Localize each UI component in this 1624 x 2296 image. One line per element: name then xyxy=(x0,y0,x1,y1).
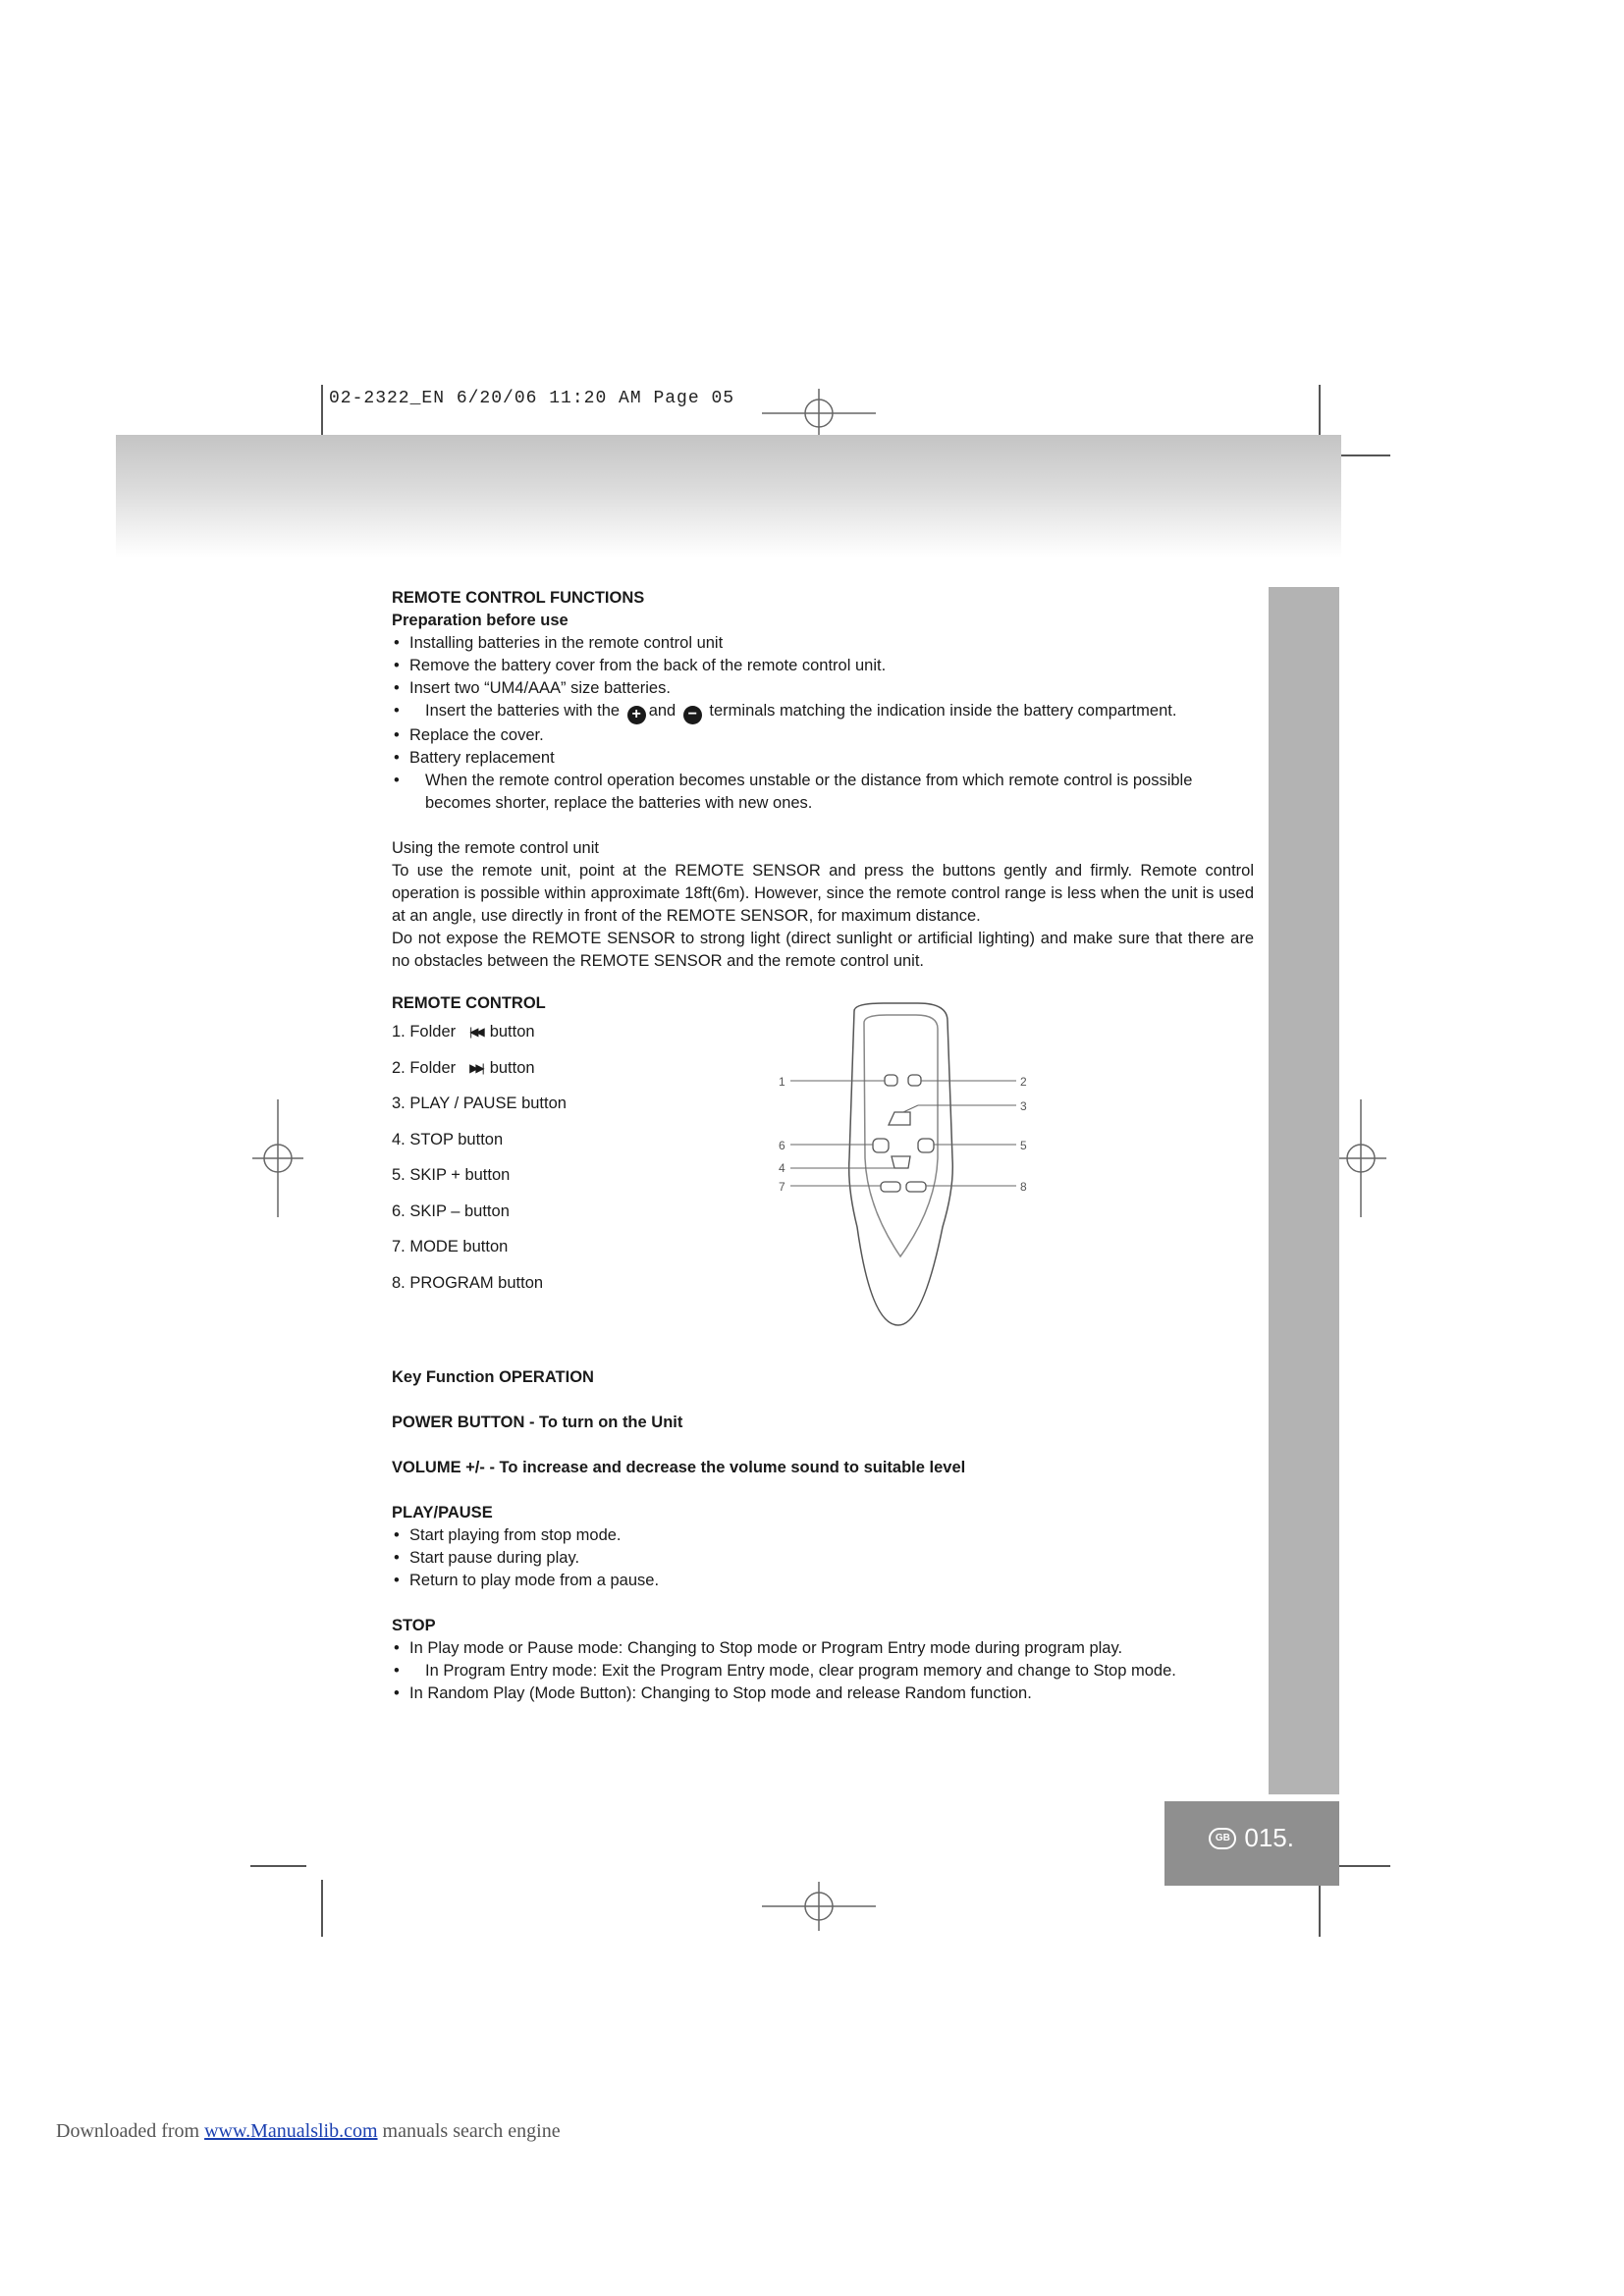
callout-4: 4 xyxy=(779,1161,785,1175)
list-item: 5. SKIP + button xyxy=(392,1166,511,1184)
callout-2: 2 xyxy=(1020,1075,1027,1089)
list-item: 6. SKIP – button xyxy=(392,1201,510,1220)
list-item: • In Program Entry mode: Exit the Program Entry mode, clear program memory and change to Stop mode. xyxy=(392,1660,1254,1682)
using-heading: Using the remote control unit xyxy=(392,839,599,857)
callout-5: 5 xyxy=(1020,1139,1027,1152)
manualslib-link[interactable]: www.Manualslib.com xyxy=(204,2120,378,2142)
section-title: REMOTE CONTROL FUNCTIONS xyxy=(392,589,645,607)
list-item: • In Random Play (Mode Button): Changing to Stop mode and release Random function. xyxy=(392,1682,1254,1705)
list-item: 2. Folder ▶▶| button xyxy=(392,1057,1254,1094)
button-1-shape xyxy=(885,1075,897,1086)
button-5-shape xyxy=(918,1139,934,1152)
plus-terminal-icon: + xyxy=(627,706,646,724)
prep-heading: Preparation before use xyxy=(392,612,568,629)
side-tab xyxy=(1269,587,1339,1794)
list-item: 1. Folder |◀◀ button xyxy=(392,1021,1254,1057)
remote-control-heading: REMOTE CONTROL xyxy=(392,994,546,1012)
list-item: • Start playing from stop mode. xyxy=(392,1524,1254,1547)
callout-1: 1 xyxy=(779,1075,785,1089)
skip-forward-icon: ▶▶| xyxy=(469,1060,482,1075)
list-item: • In Play mode or Pause mode: Changing to Stop mode or Program Entry mode during program play. xyxy=(392,1637,1254,1660)
list-item: • Replace the cover. xyxy=(392,724,1254,747)
callout-6: 6 xyxy=(779,1139,785,1152)
page-number: 015. xyxy=(1244,1823,1294,1852)
remote-inner-outline xyxy=(864,1015,938,1256)
list-item: 4. STOP button xyxy=(392,1130,504,1148)
volume-heading: VOLUME +/- - To increase and decrease the volume sound to suitable level xyxy=(392,1459,966,1476)
page-number-box xyxy=(1164,1801,1339,1886)
playpause-heading: PLAY/PAUSE xyxy=(392,1504,493,1522)
list-item: • Return to play mode from a pause. xyxy=(392,1570,1254,1592)
region-badge: GB xyxy=(1209,1828,1236,1849)
button-6-shape xyxy=(873,1139,889,1152)
using-paragraph: Do not expose the REMOTE SENSOR to strong light (direct sunlight or artificial lighting) and make sure that there are no obstacles between the REMOTE SENSOR and the remote control unit. xyxy=(392,930,1254,970)
remote-control-diagram xyxy=(761,1001,1056,1335)
button-3-shape xyxy=(889,1112,910,1125)
list-item: 7. MODE button xyxy=(392,1238,509,1255)
list-item-polarity: • Insert the batteries with the + and − terminals matching the indication inside the battery compartment. xyxy=(392,700,1254,724)
skip-back-icon: |◀◀ xyxy=(469,1025,482,1039)
callout-3: 3 xyxy=(1020,1099,1027,1113)
list-item: • When the remote control operation becomes unstable or the distance from which remote control is possible becomes shorter, replace the batteries with new ones. xyxy=(392,770,1254,815)
button-2-shape xyxy=(908,1075,921,1086)
download-footer: Downloaded from www.Manualslib.com manuals search engine xyxy=(56,2120,561,2142)
list-item: • Start pause during play. xyxy=(392,1547,1254,1570)
button-8-shape xyxy=(906,1182,926,1192)
power-heading: POWER BUTTON - To turn on the Unit xyxy=(392,1414,683,1431)
button-4-shape xyxy=(892,1156,910,1168)
key-function-heading: Key Function OPERATION xyxy=(392,1368,594,1386)
printer-slug: 02-2322_EN 6/20/06 11:20 AM Page 05 xyxy=(329,389,735,408)
stop-heading: STOP xyxy=(392,1617,436,1634)
list-item: • Remove the battery cover from the back of the remote control unit. xyxy=(392,655,1254,677)
callout-8: 8 xyxy=(1020,1180,1027,1194)
minus-terminal-icon: − xyxy=(683,706,702,724)
list-item: 8. PROGRAM button xyxy=(392,1273,544,1292)
using-paragraph: To use the remote unit, point at the REMOTE SENSOR and press the buttons gently and firmly. Remote control operation is possible within approximate 18ft(6m). However, since the remote control range is less when the unit is used at an angle, use directly in front of the REMOTE SENSOR, for maximum distance. xyxy=(392,862,1254,925)
list-item: 3. PLAY / PAUSE button xyxy=(392,1095,567,1112)
callout-7: 7 xyxy=(779,1180,785,1194)
list-item: • Installing batteries in the remote control unit xyxy=(392,632,1254,655)
header-gradient-band xyxy=(116,435,1341,558)
list-item: • Battery replacement xyxy=(392,747,1254,770)
button-7-shape xyxy=(881,1182,900,1192)
list-item: • Insert two “UM4/AAA” size batteries. xyxy=(392,677,1254,700)
